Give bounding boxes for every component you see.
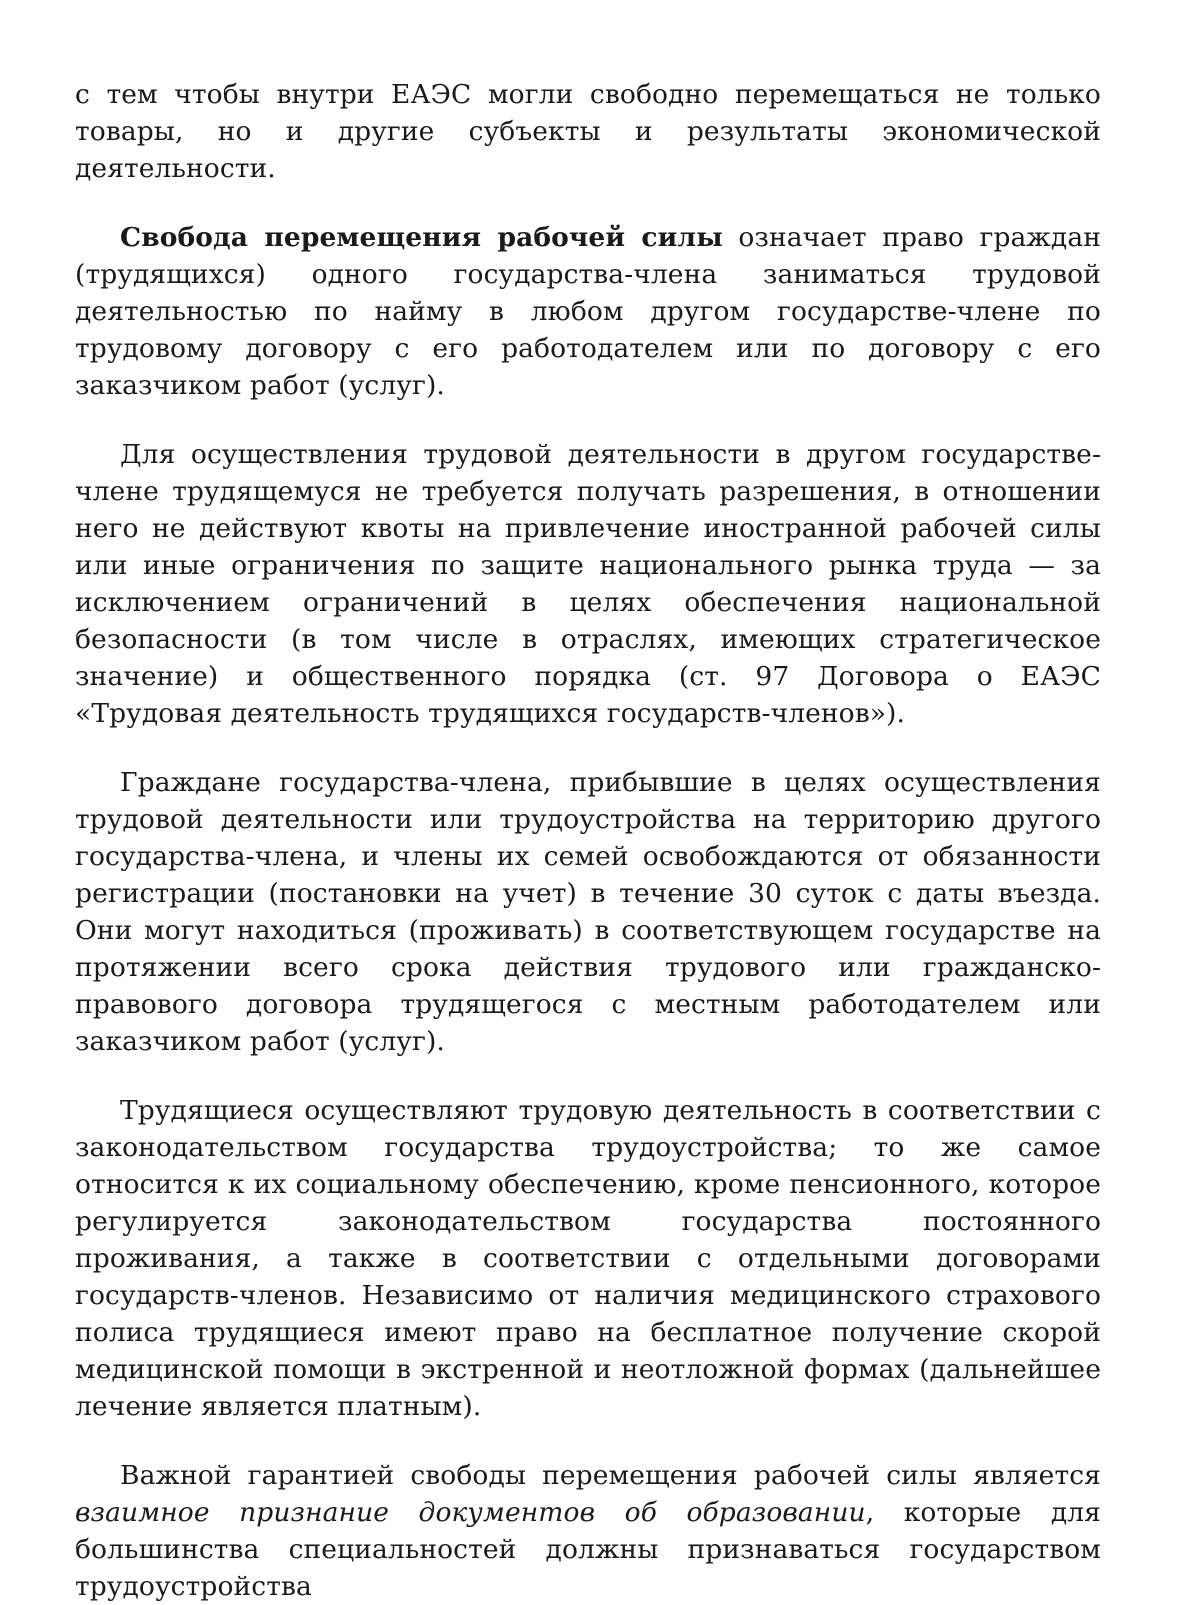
paragraph-2 [75, 219, 1101, 404]
paragraph-5 [75, 1092, 1101, 1425]
bold-term: Свобода перемещения рабочей силы [120, 222, 723, 253]
paragraph-text: означает право граждан (трудящихся) одного государства-члена заниматься трудовой деятельностью по найму в любом другом государстве-члене по трудовому договору с его работодателем или по договору с его заказчиком работ (услуг). [75, 222, 1101, 401]
paragraph-text: Трудящиеся осуществляют трудовую деятельность в соответствии с законодательством государства трудоустройства; то же самое относится к их социальному обеспечению, кроме пенсионного, которое регулируется законодательством государства постоянного проживания, а также в соответствии с отдельными договорами государств-членов. Независимо от наличия медицинского страхового полиса трудящиеся имеют право на бесплатное получение скорой медицинской помощи в экстренной и неотложной формах (дальнейшее лечение является платным). [75, 1095, 1101, 1422]
paragraph-1 [75, 76, 1101, 187]
paragraph-text: Для осуществления трудовой деятельности в другом государстве-члене трудящемуся не требуется получать разрешения, в отношении него не действуют квоты на привлечение иностранной рабочей силы или иные ограничения по защите национального рынка труда — за исключением ограничений в целях обеспечения национальной безопасности (в том числе в отраслях, имеющих стратегическое значение) и общественного порядка (ст. 97 Договора о ЕАЭС «Трудовая деятельность трудящихся государств-членов»). [75, 439, 1101, 729]
paragraph-text: Важной гарантией свободы перемещения рабочей силы является [120, 1460, 1101, 1491]
document-page [75, 76, 1101, 1605]
paragraph-6 [75, 1457, 1101, 1605]
paragraph-3 [75, 436, 1101, 732]
italic-term: взаимное признание документов об образовании [75, 1497, 866, 1528]
paragraph-text: с тем чтобы внутри ЕАЭС могли свободно перемещаться не только товары, но и другие субъекты и результаты экономической деятельности. [75, 79, 1101, 184]
paragraph-text: Граждане государства-члена, прибывшие в целях осуществления трудовой деятельности или трудоустройства на территорию другого государства-члена, и члены их семей освобождаются от обязанности регистрации (постановки на учет) в течение 30 суток с даты въезда. Они могут находиться (проживать) в соответствующем государстве на протяжении всего срока действия трудового или гражданско-правового договора трудящегося с местным работодателем или заказчиком работ (услуг). [75, 767, 1101, 1057]
paragraph-text: , которые для большинства специальностей должны признаваться государством трудоустройства [75, 1497, 1102, 1602]
paragraph-4 [75, 764, 1101, 1060]
